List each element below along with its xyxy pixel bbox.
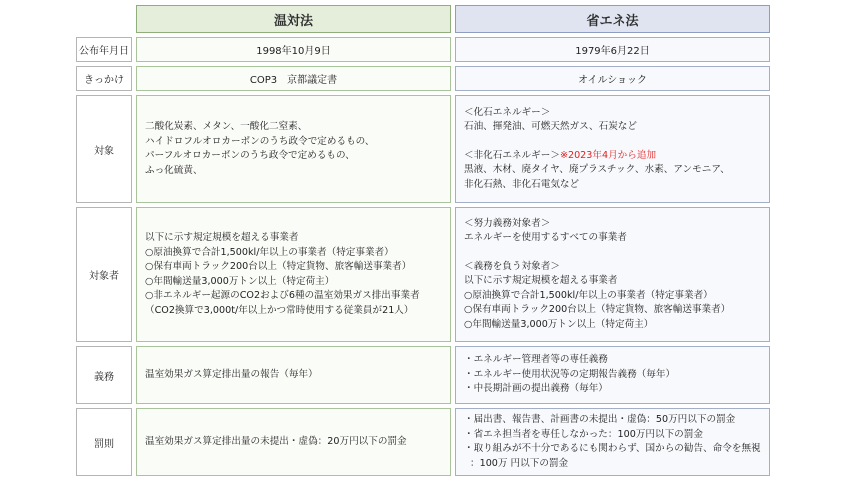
duty-heading: ＜義務を負う対象者＞ (464, 260, 560, 272)
subjects-ontaiho-line: ○年間輸送量3,000万トン以上（特定荷主） (145, 275, 335, 287)
header-ontaiho: 温対法 (136, 5, 451, 33)
label-promulgation: 公布年月日 (76, 37, 132, 62)
effort-heading: ＜努力義務対象者＞ (464, 217, 551, 229)
comparison-table (76, 5, 774, 476)
penalty-shoene-line: ：100万 円以下の罰金 (470, 457, 569, 469)
duties-ontaiho-text: 温室効果ガス算定排出量の報告（毎年） (145, 368, 318, 380)
header-shoene: 省エネ法 (455, 5, 770, 33)
nonfossil-heading: ＜非化石エネルギー＞ (464, 149, 560, 161)
row-target (76, 95, 774, 203)
penalty-shoene-line: ・届出書、報告書、計画書の未提出・虚偽：50万円以下の罰金 (464, 414, 736, 425)
subjects-ontaiho-line: 以下に示す規定規模を超える事業者 (145, 232, 299, 243)
penalty-ontaiho (136, 408, 451, 476)
duties-shoene-line: ・中長期計画の提出義務（毎年） (464, 383, 608, 395)
label-duties: 義務 (76, 346, 132, 404)
duties-ontaiho (136, 346, 451, 404)
subjects-ontaiho (136, 207, 451, 342)
duties-shoene-line: ・エネルギー管理者等の専任義務 (464, 354, 608, 366)
subjects-ontaiho-line: ○保有車両トラック200台以上（特定貨物、旅客輸送事業者） (145, 261, 412, 272)
label-target: 対象 (76, 95, 132, 203)
row-promulgation (76, 37, 774, 62)
trigger-shoene: オイルショック (455, 66, 770, 91)
promulgation-ontaiho: 1998年10月9日 (136, 37, 451, 62)
penalty-shoene (455, 408, 770, 476)
fossil-heading: ＜化石エネルギー＞ (464, 106, 551, 118)
label-subjects: 対象者 (76, 207, 132, 342)
target-ontaiho (136, 95, 451, 203)
duties-shoene (455, 346, 770, 404)
target-ontaiho-line: ふっ化硫黄、 (145, 164, 203, 176)
subjects-ontaiho-line: ○非エネルギー起源のCO2および6種の温室効果ガス排出事業者 (145, 290, 420, 301)
label-trigger: きっかけ (76, 66, 132, 91)
duties-shoene-line: ・エネルギー使用状況等の定期報告義務（毎年） (464, 368, 676, 380)
target-shoene (455, 95, 770, 203)
fossil-examples: 石油、揮発油、可燃天然ガス、石炭など (464, 121, 637, 133)
duty-subjects-line: 以下に示す規定規模を超える事業者 (464, 275, 618, 287)
nonfossil-heading-line (464, 149, 761, 164)
nonfossil-added-note: ※2023年4月から追加 (559, 149, 657, 161)
nonfossil-examples: 非化石熱、非化石電気など (464, 178, 580, 190)
duty-subjects-line: ○保有車両トラック200台以上（特定貨物、旅客輸送事業者） (464, 304, 731, 316)
penalty-shoene-line: ・取り組みが不十分であるにも関わらず、国からの勧告、命令を無視 (464, 443, 761, 454)
penalty-ontaiho-text: 温室効果ガス算定排出量の未提出・虚偽：20万円以下の罰金 (145, 435, 407, 447)
trigger-ontaiho: COP3 京都議定書 (136, 66, 451, 91)
target-ontaiho-line: パーフルオロカーボンのうち政令で定めるもの、 (145, 150, 355, 161)
subjects-shoene (455, 207, 770, 342)
row-duties (76, 346, 774, 404)
nonfossil-examples: 黒液、木材、廃タイヤ、廃プラスチック、水素、アンモニア、 (464, 164, 730, 176)
target-ontaiho-line: ハイドロフルオロカーボンのうち政令で定めるもの、 (145, 135, 375, 147)
header-spacer (76, 5, 132, 33)
subjects-ontaiho-line: ○原油換算で合計1,500kl/年以上の事業者（特定事業者） (145, 246, 394, 258)
effort-subjects: エネルギーを使用するすべての事業者 (464, 232, 627, 244)
row-trigger (76, 66, 774, 91)
promulgation-shoene: 1979年6月22日 (455, 37, 770, 62)
subjects-ontaiho-line: （CO2換算で3,000t/年以上かつ常時使用する従業員が21人） (145, 304, 414, 316)
duty-subjects-line: ○原油換算で合計1,500kl/年以上の事業者（特定事業者） (464, 289, 713, 301)
row-penalty (76, 408, 774, 476)
header-row (76, 5, 774, 33)
label-penalty: 罰則 (76, 408, 132, 476)
penalty-shoene-line: ・省エネ担当者を専任しなかった：100万円以下の罰金 (464, 428, 703, 440)
duty-subjects-line: ○年間輸送量3,000万トン以上（特定荷主） (464, 318, 654, 330)
target-ontaiho-line: 二酸化炭素、メタン、一酸化二窒素、 (145, 121, 308, 132)
row-subjects (76, 207, 774, 342)
